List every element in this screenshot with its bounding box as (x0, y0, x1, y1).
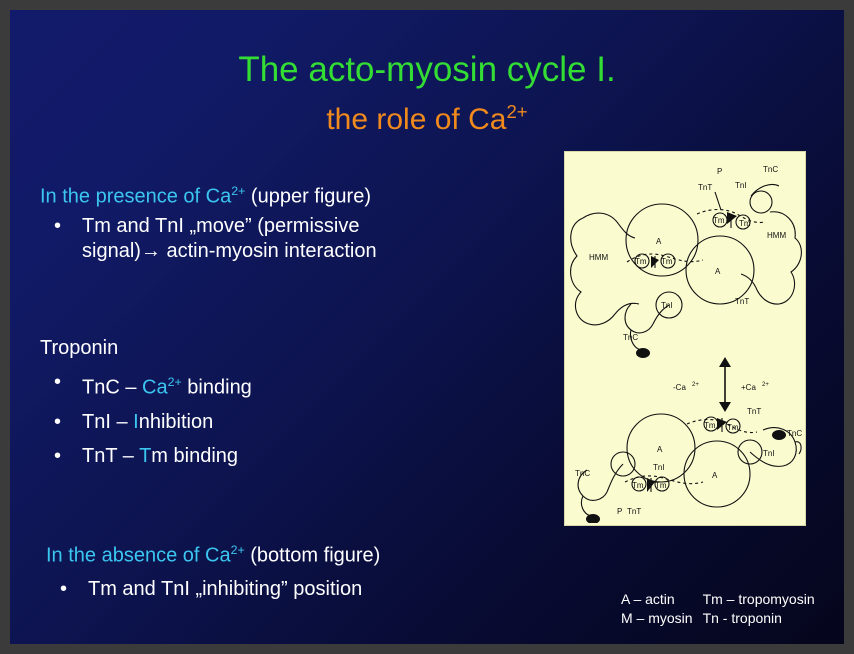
svg-text:Tm: Tm (632, 481, 644, 490)
svg-text:P: P (617, 507, 623, 516)
troponin-heading: Troponin (40, 337, 119, 359)
svg-text:TnT: TnT (698, 183, 713, 192)
svg-text:TnI: TnI (735, 181, 747, 190)
svg-text:Tm: Tm (727, 423, 739, 432)
bullet-marker: • (54, 410, 62, 433)
svg-text:TnC: TnC (623, 333, 639, 342)
svg-text:A: A (715, 267, 721, 276)
svg-text:A: A (656, 237, 662, 246)
legend-cell-myosin: M – myosin (621, 610, 693, 626)
legend-cell-troponin: Tn - troponin (702, 610, 782, 626)
list-item-label-continued: signal)→ actin-myosin interaction (82, 239, 377, 262)
figure-legend (621, 590, 825, 628)
svg-text:TnT: TnT (627, 507, 642, 516)
svg-text:A: A (712, 471, 718, 480)
list-item-accent: I (133, 410, 139, 433)
presence-heading-superscript: 2+ (231, 184, 246, 198)
list-item-label: Tm and TnI „inhibiting” position (88, 577, 363, 600)
svg-text:HMM: HMM (767, 231, 787, 240)
list-item (46, 577, 566, 602)
list-item-label-suffix: binding (181, 376, 252, 399)
svg-text:HMM: HMM (589, 253, 609, 262)
actomyosin-diagram-figure (564, 151, 806, 526)
svg-text:P: P (717, 167, 723, 176)
page-subtitle (10, 92, 844, 140)
svg-text:Tm: Tm (635, 257, 647, 266)
legend-cell-actin: A – actin (621, 591, 675, 607)
svg-text:TnC: TnC (575, 469, 591, 478)
absence-heading-text: In the absence of Ca (46, 544, 231, 567)
list-item-label: TnI – (82, 410, 134, 433)
list-item (40, 444, 540, 469)
list-item-accent: T (139, 444, 152, 467)
legend-table (621, 590, 825, 628)
list-item-label-suffix: m binding (151, 444, 239, 467)
actomyosin-diagram-svg (565, 152, 803, 523)
list-item (40, 370, 540, 401)
svg-text:Tm: Tm (704, 421, 716, 430)
svg-text:2+: 2+ (692, 382, 699, 388)
presence-heading-note: (upper figure) (245, 185, 371, 208)
bullet-marker: • (60, 577, 68, 600)
legend-cell-tropomyosin: Tm – tropomyosin (702, 591, 815, 607)
svg-text:Tm: Tm (661, 257, 673, 266)
svg-text:Tm: Tm (739, 219, 751, 228)
table-row (621, 609, 825, 628)
subtitle-superscript: 2+ (506, 101, 528, 122)
list-item-label: TnC – (82, 376, 143, 399)
absence-heading (46, 537, 566, 569)
list-item (40, 410, 540, 435)
list-item-label: TnT – (82, 444, 140, 467)
svg-text:-Ca: -Ca (673, 383, 686, 392)
svg-text:TnC: TnC (763, 165, 779, 174)
absence-heading-note: (bottom figure) (244, 544, 381, 567)
list-item-label-suffix: nhibition (138, 410, 214, 433)
svg-text:2+: 2+ (762, 382, 769, 388)
absence-heading-superscript: 2+ (230, 543, 245, 557)
section-absence-of-calcium (46, 537, 566, 602)
svg-text:TnI: TnI (763, 449, 775, 458)
svg-text:TnI: TnI (653, 463, 665, 472)
svg-text:TnC: TnC (787, 429, 803, 438)
svg-text:TnT: TnT (735, 297, 750, 306)
table-row (621, 590, 825, 609)
presence-heading (40, 178, 540, 210)
svg-text:Tm: Tm (713, 216, 725, 225)
svg-text:TnI: TnI (661, 301, 673, 310)
bullet-marker: • (54, 444, 62, 467)
bullet-marker: • (54, 214, 62, 237)
list-item-accent-superscript: 2+ (167, 375, 182, 389)
bullet-marker: • (54, 371, 62, 393)
list-item (40, 214, 540, 264)
subtitle-text: the role of Ca (326, 103, 507, 136)
presence-bullet-list (40, 214, 540, 264)
list-item-accent: Ca (142, 376, 168, 399)
presence-heading-text: In the presence of Ca (40, 185, 232, 208)
slide-title-block (10, 48, 844, 140)
svg-text:A: A (657, 445, 663, 454)
svg-text:+Ca: +Ca (741, 383, 756, 392)
section-troponin (40, 335, 540, 469)
page-title: The acto-myosin cycle I. (238, 50, 616, 89)
list-item-label: Tm and TnI „move” (permissive (82, 214, 360, 237)
svg-text:Tm: Tm (655, 481, 667, 490)
slide-canvas (10, 10, 844, 644)
section-presence-of-calcium (40, 178, 540, 264)
absence-bullet-list (46, 577, 566, 602)
troponin-bullet-list (40, 370, 540, 469)
svg-text:TnT: TnT (747, 407, 762, 416)
